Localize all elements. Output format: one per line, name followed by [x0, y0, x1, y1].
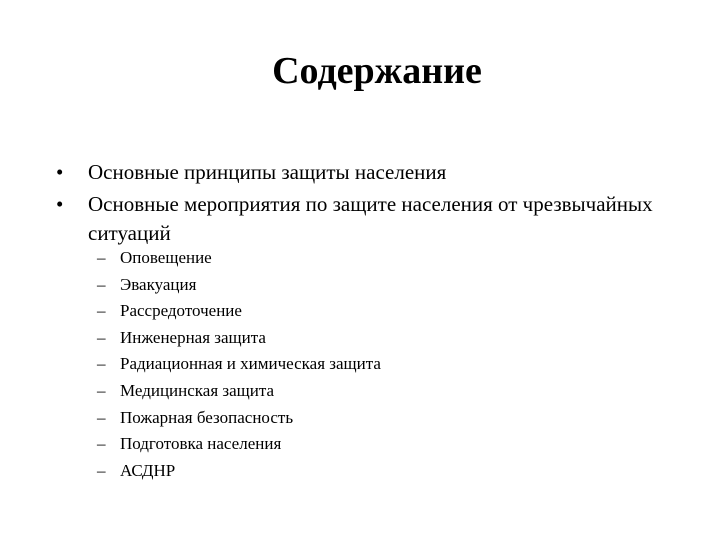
dash-icon: –: [97, 354, 106, 374]
bullet-item-text: Основные мероприятия по защите населения от чрезвычайных ситуаций: [88, 192, 653, 245]
dash-icon: –: [97, 327, 106, 347]
sub-list-item: [97, 272, 597, 299]
sub-item-text: Рассредоточение: [120, 301, 242, 321]
sub-item-text: Инженерная защита: [120, 327, 266, 347]
sub-item-text: Медицинская защита: [120, 380, 275, 400]
dash-icon: –: [97, 434, 106, 454]
dash-icon: –: [97, 380, 106, 400]
bullet-icon: •: [56, 192, 64, 216]
sub-item-text: Оповещение: [120, 248, 212, 267]
sub-item-text: Подготовка населения: [120, 434, 282, 454]
sub-list-item: [97, 325, 597, 352]
dash-icon: –: [97, 274, 106, 294]
sub-list-item: [97, 351, 597, 378]
sub-item-text: Пожарная безопасность: [120, 407, 294, 427]
dash-icon: –: [97, 407, 106, 427]
sub-item-text: АСДНР: [120, 460, 176, 480]
dash-icon: –: [97, 460, 106, 480]
bullet-item: [56, 158, 656, 187]
dash-icon: –: [97, 301, 106, 321]
sub-item-text: Радиационная и химическая защита: [120, 354, 381, 374]
bullet-icon: •: [56, 160, 64, 184]
sub-list-item: [97, 298, 597, 325]
sub-list-item: [97, 431, 597, 458]
sub-list: [97, 245, 597, 484]
sub-item-text: Эвакуация: [120, 274, 197, 294]
dash-icon: –: [97, 248, 106, 267]
sub-list-item: [97, 405, 597, 432]
slide-title: Содержание: [272, 50, 482, 92]
bullet-item: [56, 190, 656, 248]
sub-list-item: [97, 378, 597, 405]
sub-list-item: [97, 245, 597, 272]
sub-list-item: [97, 458, 597, 485]
bullet-item-text: Основные принципы защиты населения: [88, 160, 447, 184]
